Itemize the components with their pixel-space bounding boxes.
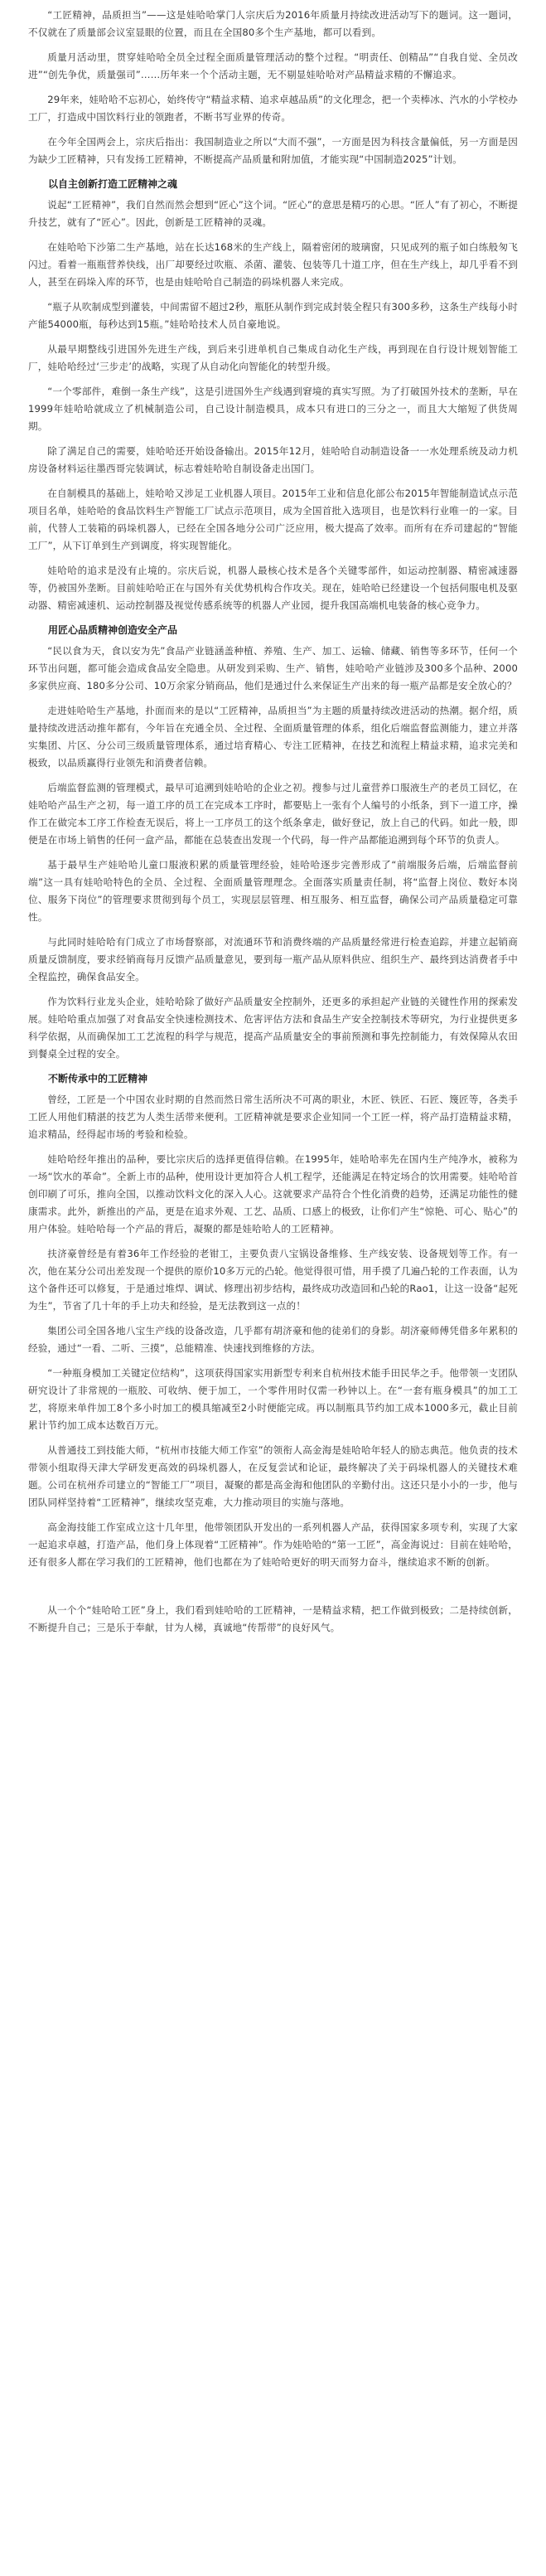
spacer bbox=[28, 1579, 518, 1602]
closing-paragraph: 从一个个“娃哈哈工匠”身上，我们看到娃哈哈的工匠精神，一是精益求精，把工作做到极致；二是持续创新，不断提升自己；三是乐于奉献，甘为人梯，真诚地“传帮带”的良好风气。 bbox=[28, 1604, 518, 1633]
paragraph: 从普通技工到技能大师，“杭州市技能大师工作室”的领衔人高金海是娃哈哈年轻人的励志典范。他负责的技术带领小组取得天津大学研发更高效的码垛机器人，在反复尝试和论证，最终解决了关于码垛机器人的关键技术难题。公司在杭州乔司建立的“智能工厂”项目，凝聚的都是高金海和他团队的辛勤付出。这还只是小小的一步，他与团队同样坚持着“工匠精神”，继续攻坚克难，大力推动项目的实施与落地。 bbox=[28, 1444, 518, 1508]
paragraph: 说起“工匠精神”，我们自然而然会想到“匠心”这个词。“匠心”的意思是精巧的心思。“匠人”有了初心，不断提升技艺，就有了“匠心”。因此，创新是工匠精神的灵魂。 bbox=[28, 199, 518, 228]
section-heading-innovation: 以自主创新打造工匠精神之魂 bbox=[48, 178, 178, 190]
paragraph: “民以食为天，食以安为先”食品产业链涵盖种植、养殖、生产、加工、运输、储藏、销售等多环节，任何一个环节出问题，都可能会造成食品安全隐患。从研发到采购、生产、销售，娃哈哈产业链涉及300多个品种、2000多家供应商、180多分公司、10万余家分销商品，他们是通过什么来保证生产出来的每一瓶产品都是安全放心的？ bbox=[28, 645, 518, 691]
paragraph: 从最早期整线引进国外先进生产线，到后来引进单机自己集成自动化生产线，再到现在自行设计规划智能工厂，娃哈哈经过‘三步走’的战略，实现了从自动化向智能化的转型升级。 bbox=[28, 343, 518, 372]
paragraph: 娃哈哈经年推出的品种，要比宗庆后的选择更值得信赖。在1995年，娃哈哈率先在国内生产纯净水，被称为一场“饮水的革命”。全新上市的品种，使用设计更加符合人机工程学，还能满足在特定场合的饮用需要。娃哈哈首创印刷了可乐，推向全国，以推动饮料文化的深入人心。这就要求产品符合个性化消费的趋势，还满足功能性的健康需求。此外，新推出的产品，更是在追求外观、工艺、品质、口感上的极致，让你们产生“惊艳、可心、贴心”的用户体验。娃哈哈每一个产品的背后，凝聚的都是娃哈哈人的工匠精神。 bbox=[28, 1153, 518, 1235]
paragraph: 在娃哈哈下沙第二生产基地，站在长达168米的生产线上，隔着密闭的玻璃窗，只见成列的瓶子如白练般匆飞闪过。看着一瓶瓶营养快线，出厂却要经过吹瓶、杀菌、灌装、包装等几十道工序，但在生产线上，却几乎看不到人，甚至在码垛入库的环节，也是由娃哈哈自己制造的码垛机器人来完成。 bbox=[28, 241, 518, 288]
paragraph: 基于最早生产娃哈哈儿童口服液积累的质量管理经验，娃哈哈逐步完善形成了“前端服务后端，后端监督前端”这一具有娃哈哈特色的全员、全过程、全面质量管理理念。全面落实质量责任制，将“监督上岗位、数好本岗位、服务下岗位”的管理要求贯彻到每个员工，实现层层管理、相互服务、相互监督，确保公司产品质量稳定可靠性。 bbox=[28, 859, 518, 923]
paragraph: 29年来，娃哈哈不忘初心，始终传守“精益求精、追求卓越品质”的文化理念，把一个卖棒冰、汽水的小学校办工厂，打造成中国饮料行业的领跑者，不断书写业界的传奇。 bbox=[28, 94, 518, 123]
paragraph: 高金海技能工作室成立这十几年里，他带领团队开发出的一系列机器人产品，获得国家多项专利，实现了大家一起追求卓越，打造产品，他们身上体现着“工匠精神”。作为娃哈哈的“第一工匠”，高金海说过：目前在娃哈哈，还有很多人都在学习我们的工匠精神，他们也都在为了娃哈哈更好的明天而努力奋斗，继续追求不断的创新。 bbox=[28, 1521, 518, 1568]
paragraph: “一个零部件，难倒一条生产线”，这是引进国外生产线遇到窘境的真实写照。为了打破国外技术的垄断，早在1999年娃哈哈就成立了机械制造公司，自己设计制造模具，成本只有进口的三分之一，而且大大缩短了供货周期。 bbox=[28, 386, 518, 432]
section-heading-heritage: 不断传承中的工匠精神 bbox=[48, 1073, 148, 1084]
paragraph: 集团公司全国各地八宝生产线的设备改造，几乎都有胡济豪和他的徒弟们的身影。胡济豪师傅凭借多年累积的经验，通过“一看、二听、三摸”，总能精准、快速找到维修的方法。 bbox=[28, 1325, 518, 1354]
paragraph: 作为饮料行业龙头企业，娃哈哈除了做好产品质量安全控制外，还更多的承担起产业链的关键性作用的探索发展。娃哈哈重点加强了对食品安全快速检测技术、危害评估方法和食品生产安全控制技术等研究，为行业提供更多科学依据，从而确保加工工艺流程的科学与规范，提高产品质量安全的事前预测和事先控制能力，有效保障从农田到餐桌全过程的安全。 bbox=[28, 996, 518, 1060]
paragraph: “一种瓶身模加工关键定位结构”，这项获得国家实用新型专利来自杭州技术能手田民华之手。他带领一支团队研究设计了非常规的一瓶胶、可收纳、便于加工，一个零件用时仅需一秒钟以上。在“一套有瓶身模具”的加工工艺，将原来单件加工8个多小时加工的模具缩减至2小时便能完成。再以制瓶具节约加工成本1000多元，截止目前累计节约加工成本达数百万元。 bbox=[28, 1367, 518, 1431]
paragraph: 在今年全国两会上，宗庆后指出：我国制造业之所以“大而不强”，一方面是因为科技含量偏低，另一方面是因为缺少工匠精神，只有发扬工匠精神，不断提高产品质量和附加值，才能实现“中国制造2025”计划。 bbox=[28, 136, 518, 165]
paragraph: 娃哈哈的追求是没有止境的。宗庆后说，机器人最核心技术是各个关键零部件，如运动控制器、精密减速器等，仍被国外垄断。目前娃哈哈正在与国外有关优势机构合作攻关。现在，娃哈哈已经建设一个包括伺服电机及驱动器、精密减速机、运动控制器及视觉传感系统等的机器人产业园，提升我国高端机电装备的核心竞争力。 bbox=[28, 565, 518, 611]
paragraph: 质量月活动里，贯穿娃哈哈全员全过程全面质量管理活动的整个过程。“明责任、创精品”“自我自觉、全员改进”“创先争优，质量强司”……历年来一个个活动主题，无不剔显娃哈哈对产品精益求精的不懈追求。 bbox=[28, 51, 518, 80]
paragraph: 走进娃哈哈生产基地，扑面而来的是以“工匠精神，品质担当”为主题的质量持续改进活动的热潮。据介绍，质量持续改进活动推年都有，今年旨在充通全员、全过程、全面质量管理的体系，组化后端监督监测能力，建立并落实集团、片区、分公司三级质量管理体系，通过培育精心、专注工匠精神，在技艺和流程上精益求精，追求完美和极致，以品质赢得行业领先和消费者信赖。 bbox=[28, 705, 518, 769]
paragraph: 与此同时娃哈哈有门成立了市场督察部，对流通环节和消费终端的产品质量经常进行检查追踪，并建立起销商质量反馈制度，要求经销商每月反馈产品质量意见，要到每一瓶产品从原料供应、组织生产、最终到达消费者手中全程监控，确保食品安全。 bbox=[28, 936, 518, 982]
section-heading-quality: 用匠心品质精神创造安全产品 bbox=[48, 624, 178, 636]
paragraph: “工匠精神，品质担当”——这是娃哈哈掌门人宗庆后为2016年质量月持续改进活动写下的题词。这一题词，不仅就在了质量部会议室显眼的位置，而且在全国80多个生产基地，都可以看到。 bbox=[28, 9, 518, 38]
paragraph: 在自制模具的基础上，娃哈哈又涉足工业机器人项目。2015年工业和信息化部公布2015年智能制造试点示范项目名单，娃哈哈的食品饮料生产智能工厂试点示范项目，成为全国首批入选项目，也是饮料行业唯一的一家。目前，代替人工装箱的码垛机器人，已经在全国各地分公司广泛应用，极大提高了效率。而所有在乔司建起的“智能工厂”，从下订单到生产到调度，将实现智能化。 bbox=[28, 488, 518, 551]
paragraph: 扶济豪曾经是有着36年工作经验的老钳工，主要负责八宝锅设备维修、生产线安装、设备规划等工作。有一次，他在某分公司出差发现一个提供的原价10多万元的凸轮。他觉得很可惜，用手摸了几遍凸轮的工作表面，认为这个备件还可以修复，于是通过堆焊、调试、修理出初步结构，最终成功改造回和凸轮的Rao1，让这一设备“起死为生”，节省了几十年的手上功夫和经验，是无法教到这一点的！ bbox=[28, 1248, 518, 1312]
paragraph: 曾经，工匠是一个中国农业时期的自然而然日常生活所决不可离的职业，木匠、铁匠、石匠、篾匠等，各类手工匠人用他们精湛的技艺为人类生活带来便利。工匠精神就是要求企业知同一个工匠一样，将产品打造精益求精，追求精品，经得起市场的考验和检验。 bbox=[28, 1094, 518, 1140]
paragraph: 后端监督监测的管理模式，最早可追溯到娃哈哈的企业之初。搜参与过儿童营养口服液生产的老员工回忆，在娃哈哈产品生产之初，每一道工序的员工在完成本工序时，都要贴上一张有个人编号的小纸条，到下一道工序，操作工在做完本工序工作检查无误后，将上一工序员工的这个纸条拿走，做好登记，放上自己的代码。如此一般，即便是在市场上销售的任何一盒产品，都能在总装查出发现一个代码，每一件产品都能追溯到每个环节的负责人。 bbox=[28, 782, 518, 846]
paragraph: 除了满足自己的需要，娃哈哈还开始设备输出。2015年12月，娃哈哈自动制造设备一一水处理系统及动力机房设备材料运往墨西哥完装调试，标志着娃哈哈自制设备走出国门。 bbox=[28, 445, 518, 474]
paragraph: “瓶子从吹制成型到灌装，中间需留不超过2秒，瓶胚从制作到完成封装全程只有300多秒，这条生产线每小时产能54000瓶，每秒达到15瓶。”娃哈哈技术人员自豪地说。 bbox=[28, 301, 518, 330]
